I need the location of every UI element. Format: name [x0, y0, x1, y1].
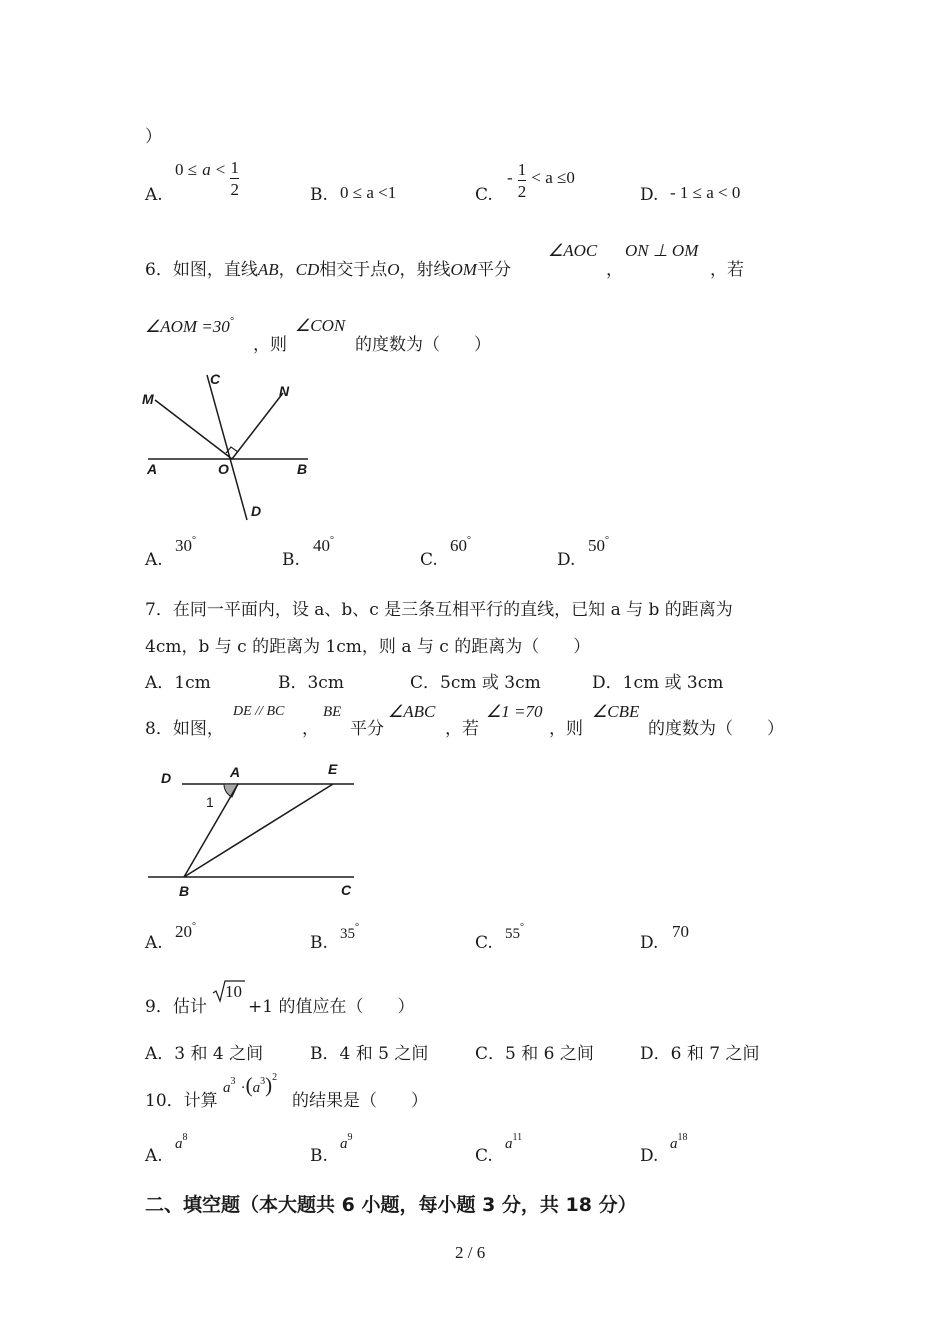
q10-b-base: a: [340, 1136, 348, 1152]
q5-option-a: [175, 160, 239, 199]
q10-exp1: 3: [230, 1076, 236, 1087]
q6-text5: ，若: [710, 260, 744, 280]
q10-option-b-value: [340, 1132, 353, 1153]
q8-text2: 平分: [350, 719, 384, 739]
q10-base1: a: [223, 1080, 231, 1096]
q10-base2: a: [252, 1080, 261, 1096]
q6-angle-con: ∠CON: [295, 316, 346, 335]
q5-c-minus: -: [507, 168, 513, 187]
q6-option-c-label: C.: [420, 550, 438, 570]
q8-d-num: 70: [672, 922, 689, 941]
q10-exp2: 3: [260, 1076, 266, 1087]
q8-label-1: 1: [206, 794, 214, 810]
q8-option-c-value: [505, 922, 524, 943]
q9-prefix: 9．估计: [145, 997, 207, 1017]
q9-suffix: +1 的值应在（ ）: [248, 997, 415, 1017]
q10-option-c-value: [505, 1132, 522, 1153]
q8-option-d-value: [672, 921, 689, 942]
q6-perp: ON ⊥ OM: [625, 241, 699, 260]
q6-label-a: A: [147, 461, 158, 477]
q6-label-d: D: [251, 503, 262, 519]
q6-aom-deg: °: [229, 316, 234, 327]
q10-option-d-label: D.: [640, 1146, 659, 1166]
q10-b-exp: 9: [347, 1132, 353, 1143]
q6-label-o: O: [218, 461, 229, 477]
q5-a-fraction: [230, 158, 239, 199]
q10-dot: ·: [240, 1080, 246, 1096]
q10-option-a-value: [175, 1132, 188, 1153]
section-2-heading: 二、填空题（本大题共 6 小题，每小题 3 分，共 18 分）: [145, 1194, 637, 1216]
q8-option-b-value: [340, 922, 359, 943]
q10-c-base: a: [505, 1136, 513, 1152]
q10-a-base: a: [175, 1136, 183, 1152]
q8-text4: ，则: [549, 719, 583, 739]
q6-label-c: C: [210, 371, 221, 387]
q10-option-a-label: A.: [145, 1146, 163, 1166]
q10-suffix: 的结果是（ ）: [292, 1091, 428, 1111]
q8-text5: 的度数为（ ）: [648, 719, 784, 739]
q10-d-exp: 18: [677, 1132, 688, 1143]
q8-a-deg: °: [192, 921, 196, 932]
q7-stem-line2: 4cm，b 与 c 的距离为 1cm，则 a 与 c 的距离为（ ）: [145, 637, 591, 657]
q6-d-num: 50: [588, 536, 605, 555]
q5-paren-close: ）: [145, 127, 162, 147]
q6-figure: [140, 365, 320, 525]
q8-label-a: A: [230, 764, 241, 780]
q5-a-var: a: [202, 160, 211, 179]
q6-option-a-value: [175, 535, 196, 556]
q5-c-den: 2: [517, 182, 527, 201]
q6-option-b-label: B.: [282, 550, 300, 570]
q6-ray-om: [155, 400, 232, 459]
q6-a-deg: °: [192, 535, 196, 546]
q6-o: O: [387, 260, 400, 279]
q8-b-num: 35: [340, 926, 355, 942]
q5-c-fraction: [518, 160, 527, 201]
q10-paren-open: (: [245, 1073, 253, 1097]
q8-be: BE: [323, 704, 342, 720]
q8-angle-cbe: ∠CBE: [592, 702, 640, 721]
q7-option-a: A．1cm: [145, 673, 211, 693]
q8-label-b: B: [179, 883, 190, 899]
q5-option-b-label: B.: [310, 185, 328, 205]
q10-a-exp: 8: [182, 1132, 188, 1143]
q5-a-left: 0 ≤: [175, 160, 198, 179]
q10-paren-close: ): [265, 1073, 273, 1097]
q7-option-b: B．3cm: [278, 673, 344, 693]
q7-option-d: D．1cm 或 3cm: [592, 673, 724, 693]
q8-angle1: ∠1 =70: [486, 702, 543, 721]
q8-c-num: 55: [505, 926, 520, 942]
q5-option-d-expr: - 1 ≤ a < 0: [670, 183, 741, 202]
q6-label-n: N: [279, 383, 290, 399]
q6-option-b-value: [313, 535, 334, 556]
q6-angle-aoc: ∠AOC: [548, 241, 598, 260]
q6-option-d-value: [588, 535, 609, 556]
q10-prefix: 10．计算: [145, 1091, 218, 1111]
q6-option-c-value: [450, 535, 471, 556]
q9-option-d: D．6 和 7 之间: [640, 1044, 760, 1064]
q8-prefix: 8．如图，: [145, 719, 224, 739]
q8-angle-abc: ∠ABC: [388, 702, 436, 721]
q8-option-a-label: A.: [145, 933, 163, 953]
q6-text2: 相交于点: [319, 260, 388, 280]
q7-option-c: C．5cm 或 3cm: [410, 673, 541, 693]
q5-option-c: [507, 160, 575, 201]
q6-om: OM: [450, 260, 477, 279]
q8-c-deg: °: [520, 922, 524, 933]
q6-prefix: 6．如图，直线: [145, 260, 258, 280]
q8-option-a-value: [175, 921, 196, 942]
q5-option-d-label: D.: [640, 185, 659, 205]
q6-option-d-label: D.: [557, 550, 576, 570]
q9-option-b: B．4 和 5 之间: [310, 1044, 429, 1064]
q10-option-b-label: B.: [310, 1146, 328, 1166]
q6-label-b: B: [297, 461, 308, 477]
q10-option-d-value: [670, 1132, 688, 1153]
q8-label-e: E: [328, 761, 338, 777]
q6-angle-aom: [145, 316, 234, 337]
q5-option-c-label: C.: [475, 185, 493, 205]
q9-radicand: 10: [225, 982, 242, 1001]
q8-option-b-label: B.: [310, 933, 328, 953]
q5-a-op: <: [215, 160, 226, 179]
q5-a-num: 1: [230, 158, 239, 177]
q6-ab: AB: [257, 260, 279, 279]
q6-b-num: 40: [313, 536, 330, 555]
q6-text7: 的度数为（ ）: [355, 335, 491, 355]
q6-text3: ，射线: [399, 260, 451, 280]
q5-option-b-expr: 0 ≤ a <1: [340, 183, 397, 202]
q9-option-a: A．3 和 4 之间: [145, 1044, 264, 1064]
q6-option-a-label: A.: [145, 550, 163, 570]
q6-ray-on: [232, 393, 283, 459]
q10-exp-outer: 2: [272, 1072, 278, 1083]
page-number: 2 / 6: [455, 1243, 486, 1262]
q6-comma2: ，: [606, 260, 623, 280]
q8-text3: ，若: [445, 719, 479, 739]
q8-comma: ，: [302, 719, 319, 739]
q10-expression: [223, 1072, 277, 1098]
q10-c-exp: 11: [512, 1132, 523, 1143]
q10-option-c-label: C.: [475, 1146, 493, 1166]
q6-text4: 平分: [476, 260, 511, 280]
q6-comma1: ，: [278, 260, 296, 280]
q8-figure: [140, 758, 365, 903]
q8-label-c: C: [341, 882, 352, 898]
q6-label-m: M: [142, 391, 154, 407]
q8-a-num: 20: [175, 922, 192, 941]
q9-option-c: C．5 和 6 之间: [475, 1044, 594, 1064]
q8-option-c-label: C.: [475, 933, 493, 953]
q5-c-num: 1: [517, 160, 527, 179]
q6-c-deg: °: [467, 535, 471, 546]
q8-parallel: DE // BC: [233, 704, 285, 719]
q6-d-deg: °: [605, 535, 609, 546]
q8-option-d-label: D.: [640, 933, 659, 953]
q8-b-deg: °: [355, 922, 359, 933]
q6-aom-expr: ∠AOM =30: [145, 317, 230, 336]
q6-text6: ，则: [253, 335, 287, 355]
q6-c-num: 60: [450, 536, 467, 555]
q5-a-den: 2: [230, 180, 239, 199]
q8-label-d: D: [161, 770, 172, 786]
q6-b-deg: °: [330, 535, 334, 546]
q5-c-right: < a ≤0: [531, 168, 575, 187]
q6-cd: CD: [295, 260, 320, 279]
q5-option-a-label: A.: [145, 185, 163, 205]
q6-a-num: 30: [175, 536, 192, 555]
q10-d-base: a: [670, 1136, 678, 1152]
q7-stem-line1: 7．在同一平面内，设 a、b、c 是三条互相平行的直线，已知 a 与 b 的距离为: [145, 600, 733, 620]
q6-stem-line1: [145, 255, 511, 280]
